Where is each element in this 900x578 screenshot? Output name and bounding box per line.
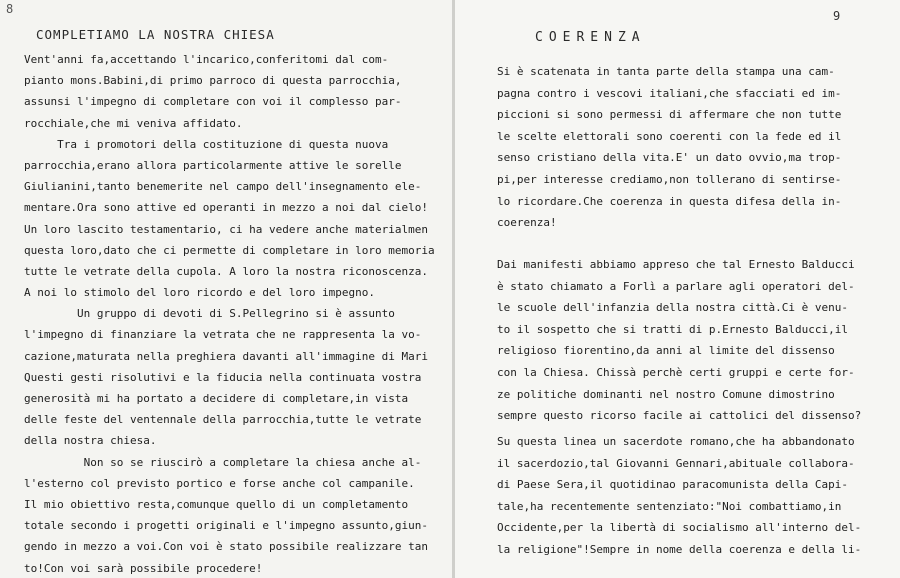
text-line: pianto mons.Babini,di primo parroco di questa parrocchia,: [24, 74, 402, 88]
right-paragraph-2: [497, 254, 861, 427]
text-line: cazione,maturata nella preghiera davanti all'immagine di Mari: [24, 349, 428, 363]
text-line: mentare.Ora sono attive ed operanti in mezzo a noi dal cielo!: [24, 201, 428, 215]
text-line: Tra i promotori della costituzione di questa nuova: [24, 137, 389, 151]
text-line: A noi lo stimolo del loro ricordo e del loro impegno.: [24, 286, 375, 300]
page-number-right: 9: [833, 9, 841, 23]
right-page: [455, 0, 900, 578]
text-line: Questi gesti risolutivi e la fiducia nella continuata vostra: [24, 370, 422, 384]
text-line: religioso fiorentino,da anni al limite del dissenso: [497, 344, 835, 358]
text-line: Non so se riuscirò a completare la chiesa anche al-: [24, 455, 422, 469]
text-line: tale,ha recentemente sentenziato:"Noi combattiamo,in: [497, 499, 842, 513]
text-line: Vent'anni fa,accettando l'incarico,conferitomi dal com-: [24, 53, 389, 66]
text-line: l'impegno di finanziare la vetrata che ne rappresenta la vo-: [24, 328, 422, 342]
text-line: le scelte elettorali sono coerenti con la fede ed il: [497, 129, 842, 143]
text-line: piccioni si sono permessi di affermare che non tutte: [497, 108, 842, 122]
text-line: il sacerdozio,tal Giovanni Gennari,abituale collabora-: [497, 456, 855, 470]
text-line: Si è scatenata in tanta parte della stampa una cam-: [497, 65, 835, 78]
text-line: Un gruppo di devoti di S.Pellegrino si è assunto: [24, 307, 395, 321]
text-line: la religione"!Sempre in nome della coerenza e della li-: [497, 542, 862, 556]
text-line: Occidente,per la libertà di socialismo all'interno del-: [497, 521, 862, 535]
text-line: Dai manifesti abbiamo appreso che tal Ernesto Balducci: [497, 258, 855, 271]
left-page-title: COMPLETIAMO LA NOSTRA CHIESA: [36, 27, 275, 42]
text-line: è stato chiamato a Forlì a parlare agli operatori del-: [497, 279, 855, 293]
text-line: questa loro,dato che ci permette di completare in loro memoria: [24, 243, 435, 257]
text-line: ze politiche dominanti nel nostro Comune dimostrino: [497, 387, 835, 401]
left-page-body: [24, 49, 435, 578]
text-line: sempre questo ricorso facile ai cattolici del dissenso?: [497, 409, 862, 423]
text-line: le scuole dell'infanzia della nostra città.Ci è venu-: [497, 301, 848, 315]
text-line: assunsi l'impegno di completare con voi il complesso par-: [24, 95, 402, 109]
text-line: gendo in mezzo a voi.Con voi è stato possibile realizzare tan: [24, 540, 428, 554]
text-line: pi,per interesse crediamo,non tollerano di sentirse-: [497, 172, 842, 186]
right-page-title: COERENZA: [535, 30, 646, 45]
text-line: generosità mi ha portato a decidere di completare,in vista: [24, 392, 409, 405]
text-line: delle feste del ventennale della parrocchia,tutte le vetrate: [24, 413, 422, 427]
text-line: to!Con voi sarà possibile procedere!: [24, 561, 263, 575]
text-line: Su questa linea un sacerdote romano,che ha abbandonato: [497, 435, 855, 448]
text-line: Il mio obiettivo resta,comunque quello di un completamento: [24, 497, 409, 511]
text-line: parrocchia,erano allora particolarmente attive le sorelle: [24, 158, 402, 172]
text-line: totale secondo i progetti originali e l'impegno assunto,giun-: [24, 519, 428, 533]
text-line: di Paese Sera,il quotidinao paracomunista della Capi-: [497, 478, 848, 492]
text-line: con la Chiesa. Chissà perchè certi gruppi e certe for-: [497, 365, 855, 379]
text-line: pagna contro i vescovi italiani,che sfacciati ed im-: [497, 86, 842, 100]
text-line: della nostra chiesa.: [24, 434, 157, 448]
text-line: lo ricordare.Che coerenza in questa difesa della in-: [497, 194, 842, 208]
text-line: senso cristiano della vita.E' un dato ovvio,ma trop-: [497, 151, 842, 165]
page-number-left: 8: [6, 2, 14, 16]
text-line: Giulianini,tanto benemerite nel campo dell'insegnamento ele-: [24, 180, 422, 194]
text-line: Un loro lascito testamentario, ci ha vedere anche materialmen: [24, 222, 428, 236]
text-line: to il sospetto che si tratti di p.Ernesto Balducci,il: [497, 322, 848, 336]
right-paragraph-1: [497, 61, 841, 234]
text-line: rocchiale,che mi veniva affidato.: [24, 116, 243, 130]
right-paragraph-3: [497, 431, 861, 561]
text-line: coerenza!: [497, 216, 557, 230]
text-line: tutte le vetrate della cupola. A loro la nostra riconoscenza.: [24, 264, 428, 278]
text-line: l'esterno col previsto portico e forse anche col campanile.: [24, 476, 415, 490]
